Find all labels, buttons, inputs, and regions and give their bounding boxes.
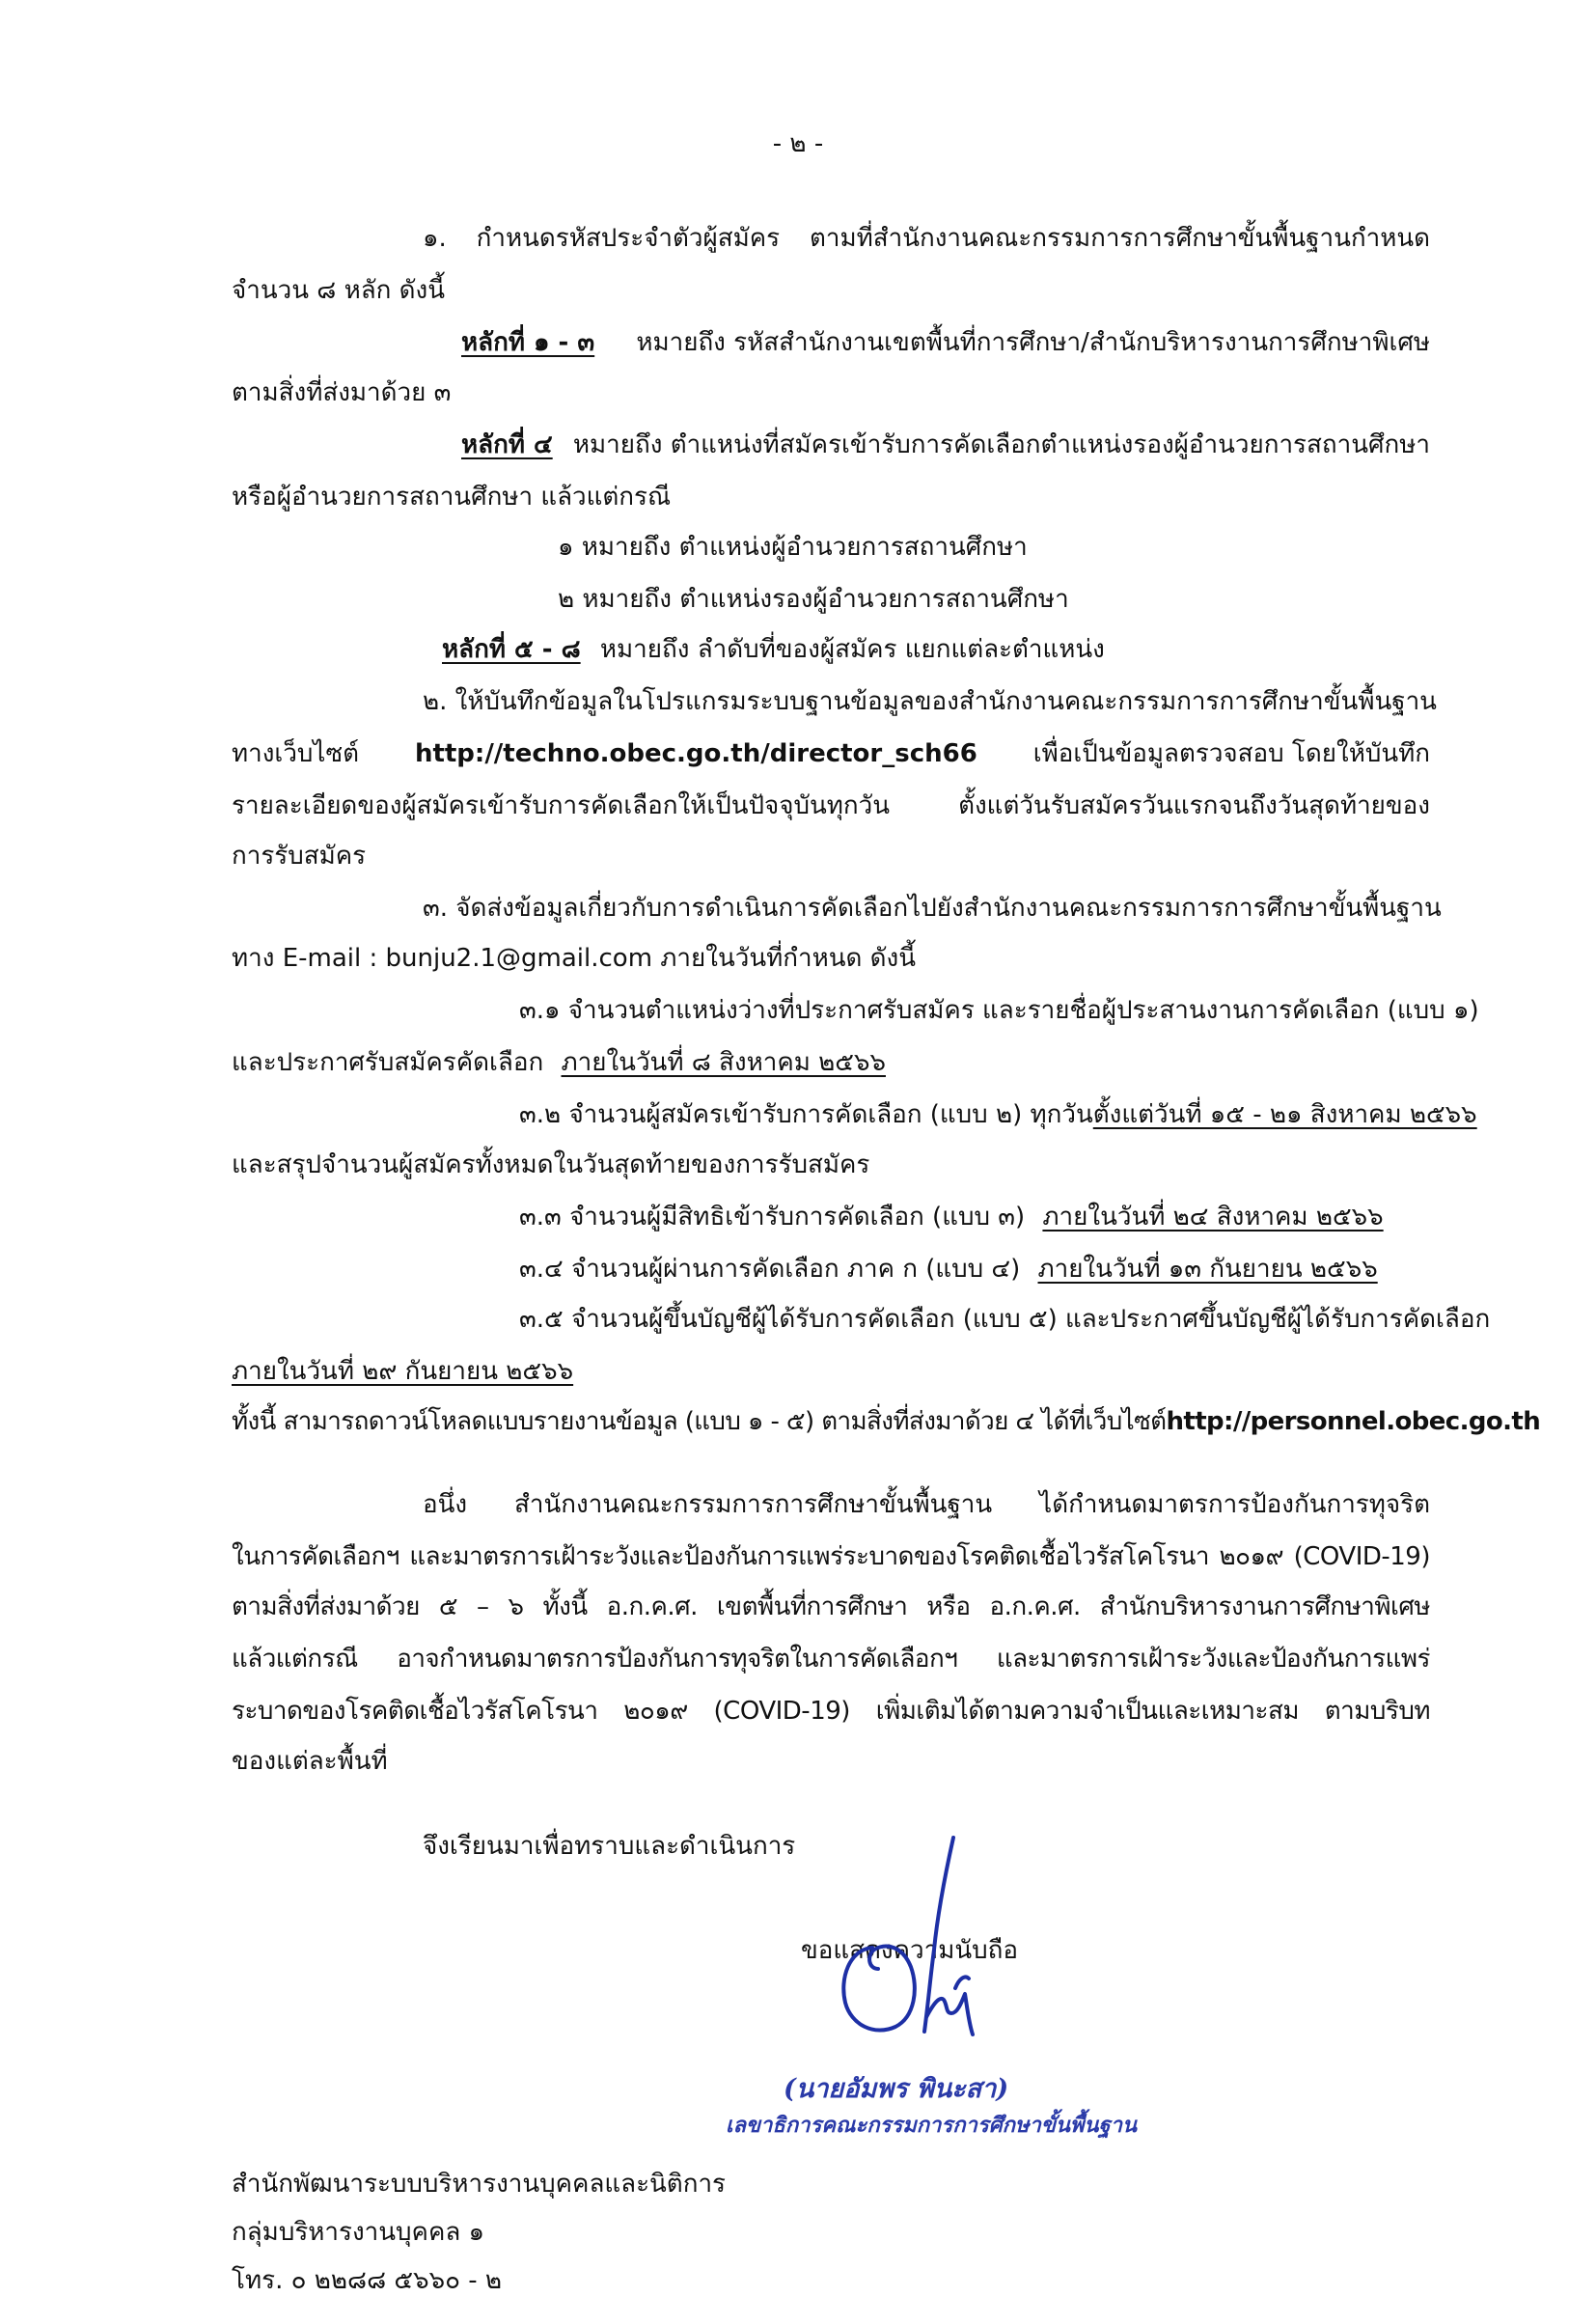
sub31-line1: ๓.๑ จำนวนตำแหน่งว่างที่ประกาศรับสมัคร และรายชื่อผู้ประสานงานการคัดเลือก (แบบ ๑) [519,996,1479,1025]
sub33-line [519,1201,1384,1233]
digit-1-3-cont: ตามสิ่งที่ส่งมาด้วย ๓ [232,378,452,407]
covid-line5: ระบาดของโรคติดเชื้อไวรัสโคโรนา ๒๐๑๙ (COVID-19) เพิ่มเติมได้ตามความจำเป็นและเหมาะสม ตามบริบท [232,1697,1430,1726]
digit-5-8-row [442,633,1105,666]
covid-line6: ของแต่ละพื้นที่ [232,1747,388,1776]
sub32-date: ตั้งแต่วันที่ ๑๕ - ๒๑ สิงหาคม ๒๕๖๖ [1092,1100,1477,1129]
covid-line4: แล้วแต่กรณี อาจกำหนดมาตรการป้องกันการทุจริตในการคัดเลือกฯ และมาตรการเฝ้าระวังและป้องกันการแพร่ [232,1645,1430,1674]
digit-4-text: หมายถึง ตำแหน่งที่สมัครเข้ารับการคัดเลือกตำแหน่งรองผู้อำนวยการสถานศึกษา [572,430,1430,459]
closing-line: จึงเรียนมาเพื่อทราบและดำเนินการ [423,1832,796,1861]
page-number: - ๒ - [772,129,824,158]
sub32-line2: และสรุปจำนวนผู้สมัครทั้งหมดในวันสุดท้ายของการรับสมัคร [232,1150,870,1179]
sub31-date: ภายในวันที่ ๘ สิงหาคม ๒๕๖๖ [561,1048,886,1077]
sub33-prefix: ๓.๓ จำนวนผู้มีสิทธิเข้ารับการคัดเลือก (แบบ ๓) [519,1203,1026,1232]
item2-website-suffix: เพื่อเป็นข้อมูลตรวจสอบ โดยให้บันทึก [1032,739,1430,768]
digit-1-3-row [461,326,1430,359]
item2-line1: ๒. ให้บันทึกข้อมูลในโปรแกรมระบบฐานข้อมูลของสำนักงานคณะกรรมการการศึกษาขั้นพื้นฐาน [423,687,1437,716]
sub35-date: ภายในวันที่ ๒๙ กันยายน ๒๕๖๖ [232,1357,574,1386]
sub34-prefix: ๓.๔ จำนวนผู้ผ่านการคัดเลือก ภาค ก (แบบ ๔) [519,1255,1021,1284]
covid-line1: อนึ่ง สำนักงานคณะกรรมการการศึกษาขั้นพื้นฐาน ได้กำหนดมาตรการป้องกันการทุจริต [423,1490,1430,1519]
office-line3: โทร. ๐ ๒๒๘๘ ๕๖๖๐ - ๒ [232,2266,502,2295]
sub34-date: ภายในวันที่ ๑๓ กันยายน ๒๕๖๖ [1037,1255,1378,1284]
signer-title: เลขาธิการคณะกรรมการการศึกษาขั้นพื้นฐาน [726,2113,1137,2138]
techno-url-link[interactable]: http://techno.obec.go.th/director_sch66 [414,739,977,768]
sub34-line [519,1253,1378,1286]
sub32-prefix: ๓.๒ จำนวนผู้สมัครเข้ารับการคัดเลือก (แบบ ๒) ทุกวัน [519,1100,1093,1129]
download-prefix: ทั้งนี้ สามารถดาวน์โหลดแบบรายงานข้อมูล (แบบ ๑ - ๕) ตามสิ่งที่ส่งมาด้วย ๔ ได้ที่เว็บไซต์ [232,1407,1167,1436]
digit-4-option-1: ๑ หมายถึง ตำแหน่งผู้อำนวยการสถานศึกษา [558,533,1028,562]
digit-4-option-2: ๒ หมายถึง ตำแหน่งรองผู้อำนวยการสถานศึกษา [558,585,1069,614]
handwritten-signature [811,1834,1042,2056]
office-line2: กลุ่มบริหารงานบุคคล ๑ [232,2218,485,2247]
office-line1: สำนักพัฒนาระบบบริหารงานบุคคลและนิติการ [232,2170,727,2199]
item3-line2: ทาง E-mail : bunju2.1@gmail.com ภายในวันที่กำหนด ดังนี้ [232,944,916,973]
digit-1-3-label: หลักที่ ๑ - ๓ [461,328,595,357]
covid-line3: ตามสิ่งที่ส่งมาด้วย ๕ – ๖ ทั้งนี้ อ.ก.ค.ศ. เขตพื้นที่การศึกษา หรือ อ.ก.ค.ศ. สำนักบริหารงานการศึกษาพิเศษ [232,1592,1430,1621]
digit-4-cont: หรือผู้อำนวยการสถานศึกษา แล้วแต่กรณี [232,483,672,512]
sub33-date: ภายในวันที่ ๒๔ สิงหาคม ๒๕๖๖ [1042,1203,1384,1232]
sub31-line2 [232,1046,886,1079]
item1-line1: ๑. กำหนดรหัสประจำตัวผู้สมัคร ตามที่สำนักงานคณะกรรมการการศึกษาขั้นพื้นฐานกำหนด [423,224,1430,253]
digit-4-row [461,429,1430,461]
digit-1-3-text: หมายถึง รหัสสำนักงานเขตพื้นที่การศึกษา/สำนักบริหารงานการศึกษาพิเศษ [636,328,1430,357]
digit-5-8-label: หลักที่ ๕ - ๘ [442,635,581,664]
item1-line2: จำนวน ๘ หลัก ดังนี้ [232,276,445,305]
digit-5-8-text: หมายถึง ลำดับที่ของผู้สมัคร แยกแต่ละตำแหน่ง [599,635,1105,664]
regards-line: ขอแสดงความนับถือ [801,1936,1018,1965]
item2-website-prefix: ทางเว็บไซต์ [232,739,360,768]
item2-line3: รายละเอียดของผู้สมัครเข้ารับการคัดเลือกให้เป็นปัจจุบันทุกวัน ตั้งแต่วันรับสมัครวันแรกจนถึงวันสุดท้ายของ [232,791,1430,820]
item2-line2 [232,737,1430,770]
download-line [232,1405,1541,1438]
sub35-line1: ๓.๕ จำนวนผู้ขึ้นบัญชีผู้ได้รับการคัดเลือก (แบบ ๕) และประกาศขึ้นบัญชีผู้ได้รับการคัดเลือก [519,1305,1491,1334]
item2-line4: การรับสมัคร [232,842,367,871]
item3-line1: ๓. จัดส่งข้อมูลเกี่ยวกับการดำเนินการคัดเลือกไปยังสำนักงานคณะกรรมการการศึกษาขั้นพื้นฐาน [423,894,1442,923]
personnel-url-link[interactable]: http://personnel.obec.go.th [1166,1407,1541,1436]
covid-line2: ในการคัดเลือกฯ และมาตรการเฝ้าระวังและป้องกันการแพร่ระบาดของโรคติดเชื้อไวรัสโคโรนา ๒๐๑๙ (COVID-19) [232,1542,1430,1571]
signer-name: (นายอัมพร พินะสา) [784,2074,1009,2104]
sub31-prefix: และประกาศรับสมัครคัดเลือก [232,1048,544,1077]
sub32-line1 [519,1098,1477,1131]
digit-4-label: หลักที่ ๔ [461,430,553,459]
